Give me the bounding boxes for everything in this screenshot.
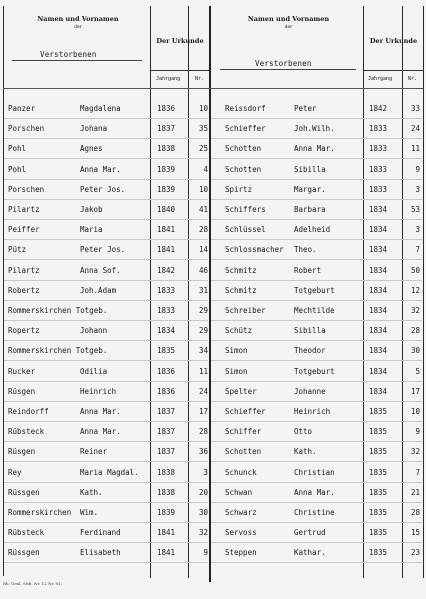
- year-cell: 1834: [369, 265, 388, 275]
- record-number-cell: 50: [410, 265, 420, 275]
- surname-cell: Rübsteck: [8, 427, 45, 437]
- record-number-cell: 28: [198, 225, 208, 235]
- given-name-cell: Totgeburt: [294, 285, 335, 295]
- record-number-cell: 46: [198, 265, 208, 275]
- row-divider: [4, 280, 208, 281]
- year-cell: 1836: [157, 386, 176, 396]
- given-name-cell: Heinrich: [80, 386, 117, 396]
- surname-cell: Schmitz: [225, 285, 257, 295]
- given-name-cell: Anna Mar.: [294, 487, 335, 497]
- given-name-cell: Kath.: [294, 447, 317, 457]
- surname-cell: Schiffers: [225, 205, 266, 214]
- year-cell: 1838: [157, 467, 176, 477]
- row-divider: [4, 259, 208, 260]
- header-verstorbenen-left: Verstorbenen: [40, 50, 97, 59]
- given-name-cell: Barbara: [294, 205, 326, 214]
- header-nr-right: Nr.: [408, 76, 418, 82]
- header-der-right: der: [284, 25, 293, 30]
- year-cell: 1833: [369, 184, 388, 194]
- header-urkunde-left: Der Urkunde: [156, 37, 204, 45]
- record-number-cell: 3: [415, 225, 420, 235]
- given-name-cell: Sibilla: [294, 326, 326, 336]
- row-divider: [211, 401, 422, 402]
- row-divider: [4, 360, 208, 361]
- row-divider: [211, 522, 422, 523]
- given-name-cell: Theo.: [294, 245, 317, 255]
- header-jahrgang-left: Jahrgang: [156, 76, 181, 82]
- row-divider: [4, 441, 208, 442]
- year-cell: 1834: [369, 285, 388, 295]
- year-cell: 1839: [157, 508, 176, 517]
- surname-cell: Rommerskirchen Totgeb.: [8, 306, 108, 315]
- year-cell: 1835: [369, 467, 388, 477]
- year-cell: 1835: [369, 487, 388, 497]
- year-cell: 1834: [369, 346, 388, 356]
- surname-cell: Rüssgen: [8, 548, 40, 558]
- record-number-cell: 10: [198, 184, 208, 194]
- surname-cell: Schotten: [225, 164, 262, 174]
- year-cell: 1833: [157, 285, 176, 295]
- given-name-cell: Totgeburt: [294, 366, 335, 376]
- surname-cell: Schiffer: [225, 427, 262, 437]
- surname-cell: Rommerskirchen: [8, 508, 72, 517]
- row-divider: [4, 219, 208, 220]
- year-cell: 1839: [157, 184, 176, 194]
- record-number-cell: 21: [410, 487, 420, 497]
- record-number-cell: 28: [410, 326, 420, 336]
- record-number-cell: 3: [415, 184, 420, 194]
- given-name-cell: Heinrich: [294, 407, 331, 416]
- given-name-cell: Odilia: [80, 366, 108, 376]
- year-cell: 1833: [157, 306, 176, 315]
- year-cell: 1834: [157, 326, 176, 336]
- surname-cell: Schotten: [225, 447, 262, 457]
- rule-left-year-col: [188, 6, 189, 578]
- year-cell: 1835: [369, 447, 388, 457]
- given-name-cell: Theodor: [294, 346, 326, 356]
- surname-cell: Schwarz: [225, 508, 257, 517]
- year-cell: 1841: [157, 225, 176, 235]
- surname-cell: Pilartz: [8, 265, 40, 275]
- year-cell: 1834: [369, 326, 388, 336]
- record-number-cell: 29: [198, 326, 208, 336]
- header-underline-right: [220, 69, 356, 70]
- row-divider: [211, 280, 422, 281]
- surname-cell: Simon: [225, 366, 248, 376]
- given-name-cell: Anna Mar.: [80, 164, 121, 174]
- rule-center: [209, 6, 211, 582]
- row-divider: [211, 158, 422, 159]
- row-divider: [211, 300, 422, 301]
- surname-cell: Porschen: [8, 184, 45, 194]
- year-cell: 1834: [369, 386, 388, 396]
- given-name-cell: Joh.Wilh.: [294, 124, 335, 134]
- row-divider: [4, 522, 208, 523]
- record-number-cell: 29: [198, 306, 208, 315]
- year-cell: 1834: [369, 205, 388, 214]
- row-divider: [211, 360, 422, 361]
- row-divider: [211, 138, 422, 139]
- header-nr-left: Nr.: [195, 76, 205, 82]
- surname-cell: Servoss: [225, 528, 257, 538]
- year-cell: 1839: [157, 164, 176, 174]
- given-name-cell: Jakob: [80, 205, 103, 214]
- record-number-cell: 31: [198, 285, 208, 295]
- record-number-cell: 32: [410, 447, 420, 457]
- header-verstorbenen-right: Verstorbenen: [255, 59, 312, 68]
- row-divider: [4, 461, 208, 462]
- row-divider: [4, 138, 208, 139]
- given-name-cell: Anna Mar.: [80, 407, 121, 416]
- given-name-cell: Johann: [80, 326, 108, 336]
- surname-cell: Pilartz: [8, 205, 40, 214]
- row-divider: [4, 542, 208, 543]
- row-divider: [4, 401, 208, 402]
- given-name-cell: Otto: [294, 427, 313, 437]
- year-cell: 1838: [157, 144, 176, 154]
- row-divider: [4, 179, 208, 180]
- given-name-cell: Mechtilde: [294, 306, 335, 315]
- record-number-cell: 9: [203, 548, 208, 558]
- record-number-cell: 30: [198, 508, 208, 517]
- surname-cell: Schlossmacher: [225, 245, 284, 255]
- record-number-cell: 17: [410, 386, 420, 396]
- year-cell: 1834: [369, 225, 388, 235]
- given-name-cell: Maria Magdal.: [80, 467, 139, 477]
- record-number-cell: 35: [198, 124, 208, 134]
- given-name-cell: Peter Jos.: [80, 245, 126, 255]
- given-name-cell: Peter Jos.: [80, 184, 126, 194]
- row-divider: [211, 421, 422, 422]
- record-number-cell: 24: [198, 386, 208, 396]
- year-cell: 1841: [157, 548, 176, 558]
- surname-cell: Rommerskirchen Totgeb.: [8, 346, 108, 356]
- record-number-cell: 41: [198, 205, 208, 214]
- year-cell: 1842: [369, 104, 388, 113]
- record-number-cell: 5: [415, 366, 420, 376]
- given-name-cell: Magdalena: [80, 104, 121, 113]
- header-rule-left: [150, 70, 209, 71]
- record-number-cell: 12: [410, 285, 420, 295]
- record-number-cell: 32: [198, 528, 208, 538]
- given-name-cell: Elisabeth: [80, 548, 121, 558]
- surname-cell: Panzer: [8, 104, 36, 113]
- record-number-cell: 30: [410, 346, 420, 356]
- year-cell: 1836: [157, 104, 176, 113]
- rule-left-name-col: [150, 6, 151, 578]
- surname-cell: Robertz: [8, 285, 40, 295]
- record-number-cell: 11: [198, 366, 208, 376]
- row-divider: [211, 199, 422, 200]
- row-divider: [211, 179, 422, 180]
- row-divider: [4, 118, 208, 119]
- year-cell: 1834: [369, 306, 388, 315]
- year-cell: 1835: [369, 548, 388, 558]
- header-bottom-rule: [3, 88, 423, 89]
- surname-cell: Schieffer: [225, 124, 266, 134]
- year-cell: 1835: [369, 427, 388, 437]
- row-divider: [4, 199, 208, 200]
- record-number-cell: 28: [410, 508, 420, 517]
- row-divider: [4, 239, 208, 240]
- record-number-cell: 4: [203, 164, 208, 174]
- year-cell: 1837: [157, 124, 176, 134]
- year-cell: 1833: [369, 164, 388, 174]
- header-names-left: Namen und Vornamen: [37, 15, 119, 23]
- record-number-cell: 10: [198, 104, 208, 113]
- row-divider: [4, 300, 208, 301]
- surname-cell: Rüsgen: [8, 447, 36, 457]
- year-cell: 1841: [157, 245, 176, 255]
- header-underline-left: [12, 60, 142, 61]
- given-name-cell: Johanne: [294, 386, 326, 396]
- surname-cell: Reissdorf: [225, 104, 266, 113]
- year-cell: 1835: [369, 407, 388, 416]
- given-name-cell: Agnes: [80, 144, 103, 154]
- surname-cell: Spirtz: [225, 184, 253, 194]
- record-number-cell: 10: [410, 407, 420, 416]
- record-number-cell: 32: [410, 306, 420, 315]
- row-divider: [211, 441, 422, 442]
- header-rule-right: [363, 70, 423, 71]
- year-cell: 1841: [157, 528, 176, 538]
- surname-cell: Pohl: [8, 144, 27, 154]
- record-number-cell: 7: [415, 467, 420, 477]
- given-name-cell: Johana: [80, 124, 108, 134]
- row-divider: [4, 158, 208, 159]
- record-number-cell: 9: [415, 164, 420, 174]
- year-cell: 1835: [157, 346, 176, 356]
- given-name-cell: Sibilla: [294, 164, 326, 174]
- row-divider: [211, 502, 422, 503]
- year-cell: 1838: [157, 487, 176, 497]
- surname-cell: Peiffer: [8, 225, 40, 235]
- surname-cell: Rey: [8, 467, 22, 477]
- header-names-right: Namen und Vornamen: [247, 15, 330, 23]
- row-divider: [211, 381, 422, 382]
- year-cell: 1833: [369, 144, 388, 154]
- header-jahrgang-right: Jahrgang: [368, 76, 393, 82]
- year-cell: 1837: [157, 407, 176, 416]
- row-divider: [211, 118, 422, 119]
- year-cell: 1834: [369, 366, 388, 376]
- record-number-cell: 28: [198, 427, 208, 437]
- row-divider: [211, 239, 422, 240]
- record-number-cell: 3: [203, 467, 208, 477]
- given-name-cell: Maria: [80, 225, 103, 235]
- given-name-cell: Kathar.: [294, 548, 326, 558]
- given-name-cell: Wim.: [80, 508, 99, 517]
- record-number-cell: 25: [198, 144, 208, 154]
- surname-cell: Ropertz: [8, 326, 40, 336]
- rule-right-edge: [423, 6, 424, 578]
- row-divider: [211, 482, 422, 483]
- year-cell: 1837: [157, 447, 176, 457]
- surname-cell: Schotten: [225, 144, 262, 154]
- given-name-cell: Anna Mar.: [294, 144, 335, 154]
- year-cell: 1837: [157, 427, 176, 437]
- surname-cell: Rüssgen: [8, 487, 40, 497]
- year-cell: 1840: [157, 205, 176, 214]
- row-divider: [211, 461, 422, 462]
- rule-right-name-col: [363, 6, 364, 578]
- given-name-cell: Anna Sof.: [80, 265, 121, 275]
- surname-cell: Rübsteck: [8, 528, 45, 538]
- year-cell: 1842: [157, 265, 176, 275]
- surname-cell: Rucker: [8, 366, 36, 376]
- row-divider: [4, 340, 208, 341]
- surname-cell: Pütz: [8, 245, 27, 255]
- row-divider: [4, 381, 208, 382]
- record-number-cell: 17: [198, 407, 208, 416]
- year-cell: 1833: [369, 124, 388, 134]
- row-divider: [4, 562, 208, 563]
- surname-cell: Schütz: [225, 326, 253, 336]
- record-number-cell: 34: [198, 346, 208, 356]
- surname-cell: Spelter: [225, 386, 257, 396]
- given-name-cell: Christian: [294, 467, 335, 477]
- rule-left-edge: [3, 6, 4, 576]
- row-divider: [4, 482, 208, 483]
- year-cell: 1835: [369, 528, 388, 538]
- surname-cell: Schlüssel: [225, 225, 266, 235]
- year-cell: 1836: [157, 366, 176, 376]
- header-der-left: der: [74, 25, 82, 30]
- surname-cell: Schreiber: [225, 306, 266, 315]
- record-number-cell: 36: [198, 447, 208, 457]
- surname-cell: Schunck: [225, 467, 257, 477]
- record-number-cell: 24: [410, 124, 420, 134]
- given-name-cell: Gertrud: [294, 528, 326, 538]
- given-name-cell: Peter: [294, 104, 317, 113]
- row-divider: [211, 562, 422, 563]
- given-name-cell: Ferdinand: [80, 528, 121, 538]
- given-name-cell: Kath.: [80, 487, 103, 497]
- given-name-cell: Christine: [294, 508, 335, 517]
- year-cell: 1834: [369, 245, 388, 255]
- surname-cell: Rüsgen: [8, 386, 36, 396]
- row-divider: [211, 340, 422, 341]
- given-name-cell: Reiner: [80, 447, 108, 457]
- surname-cell: Reindorff: [8, 407, 49, 416]
- given-name-cell: Margar.: [294, 184, 326, 194]
- row-divider: [4, 502, 208, 503]
- given-name-cell: Robert: [294, 265, 322, 275]
- record-number-cell: 9: [415, 427, 420, 437]
- given-name-cell: Joh.Adam: [80, 285, 117, 295]
- surname-cell: Simon: [225, 346, 248, 356]
- record-number-cell: 15: [410, 528, 420, 538]
- rule-right-year-col: [402, 6, 403, 578]
- surname-cell: Pohl: [8, 164, 27, 174]
- row-divider: [211, 542, 422, 543]
- footer-reference: Rh. Genl. Stdt. Nr. 12 Nr. 81.: [3, 581, 62, 586]
- row-divider: [4, 320, 208, 321]
- surname-cell: Schieffer: [225, 407, 266, 416]
- record-number-cell: 7: [415, 245, 420, 255]
- record-number-cell: 33: [410, 104, 420, 113]
- row-divider: [211, 259, 422, 260]
- record-number-cell: 14: [198, 245, 208, 255]
- row-divider: [211, 219, 422, 220]
- surname-cell: Porschen: [8, 124, 45, 134]
- row-divider: [4, 421, 208, 422]
- surname-cell: Steppen: [225, 548, 257, 558]
- record-number-cell: 53: [410, 205, 420, 214]
- year-cell: 1835: [369, 508, 388, 517]
- row-divider: [211, 320, 422, 321]
- surname-cell: Schmitz: [225, 265, 257, 275]
- record-number-cell: 11: [410, 144, 420, 154]
- given-name-cell: Adelheid: [294, 225, 331, 235]
- surname-cell: Schwan: [225, 487, 253, 497]
- record-number-cell: 20: [198, 487, 208, 497]
- given-name-cell: Anna Mar.: [80, 427, 121, 437]
- header-urkunde-right: Der Urkunde: [369, 37, 418, 45]
- record-number-cell: 23: [410, 548, 420, 558]
